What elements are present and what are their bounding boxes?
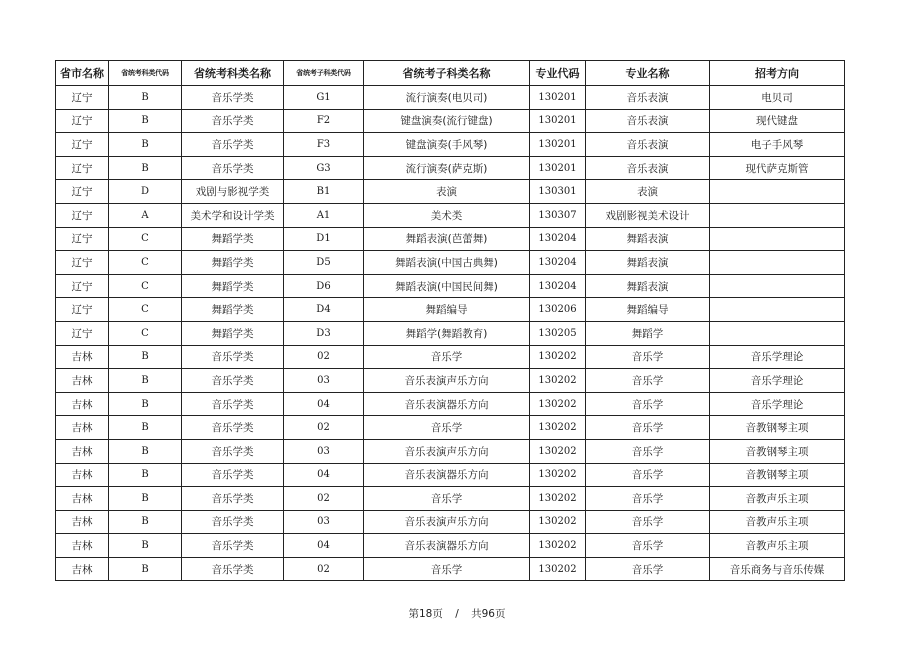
table-row — [56, 180, 845, 204]
page-total: 共96页 — [471, 608, 506, 620]
table-row — [56, 298, 845, 322]
table-body — [56, 86, 845, 581]
table-row — [56, 392, 845, 416]
cell-category-code: B — [109, 463, 182, 487]
cell-subcategory-name: 键盘演奏(手风琴) — [364, 133, 530, 157]
cell-major-name: 音乐学 — [586, 345, 710, 369]
table-row — [56, 510, 845, 534]
cell-direction: 音教钢琴主项 — [710, 416, 845, 440]
cell-major-code: 130202 — [530, 345, 586, 369]
page-separator: / — [455, 608, 459, 620]
table-row — [56, 416, 845, 440]
cell-category-name: 音乐学类 — [182, 86, 284, 110]
cell-category-code: B — [109, 133, 182, 157]
cell-major-code: 130204 — [530, 227, 586, 251]
cell-major-code: 130201 — [530, 156, 586, 180]
cell-major-name: 音乐学 — [586, 534, 710, 558]
header-subcategory-name: 省统考子科类名称 — [364, 61, 530, 86]
cell-major-code: 130202 — [530, 439, 586, 463]
cell-subcategory-name: 舞蹈学(舞蹈教育) — [364, 321, 530, 345]
cell-province: 吉林 — [56, 487, 109, 511]
cell-subcategory-code: B1 — [284, 180, 364, 204]
table-row — [56, 227, 845, 251]
cell-category-name: 音乐学类 — [182, 534, 284, 558]
cell-subcategory-code: D3 — [284, 321, 364, 345]
cell-province: 辽宁 — [56, 86, 109, 110]
cell-province: 吉林 — [56, 416, 109, 440]
table-row — [56, 463, 845, 487]
cell-category-name: 音乐学类 — [182, 345, 284, 369]
cell-direction: 音教声乐主项 — [710, 534, 845, 558]
cell-province: 辽宁 — [56, 156, 109, 180]
cell-direction: 音乐学理论 — [710, 369, 845, 393]
table-row — [56, 534, 845, 558]
cell-major-name: 音乐表演 — [586, 86, 710, 110]
cell-major-name: 音乐学 — [586, 369, 710, 393]
cell-category-code: C — [109, 321, 182, 345]
cell-major-name: 戏剧影视美术设计 — [586, 203, 710, 227]
cell-major-name: 音乐学 — [586, 439, 710, 463]
cell-category-name: 舞蹈学类 — [182, 251, 284, 275]
cell-direction — [710, 251, 845, 275]
cell-subcategory-code: 03 — [284, 510, 364, 534]
table-row — [56, 109, 845, 133]
table-row — [56, 321, 845, 345]
cell-major-name: 音乐学 — [586, 463, 710, 487]
cell-subcategory-code: G1 — [284, 86, 364, 110]
cell-major-name: 音乐学 — [586, 416, 710, 440]
cell-category-name: 舞蹈学类 — [182, 227, 284, 251]
cell-province: 吉林 — [56, 345, 109, 369]
header-category-name: 省统考科类名称 — [182, 61, 284, 86]
cell-subcategory-name: 舞蹈表演(中国古典舞) — [364, 251, 530, 275]
page-current: 第18页 — [408, 608, 443, 620]
cell-subcategory-code: F2 — [284, 109, 364, 133]
cell-direction — [710, 227, 845, 251]
cell-subcategory-code: 02 — [284, 487, 364, 511]
cell-subcategory-code: 02 — [284, 345, 364, 369]
cell-subcategory-code: A1 — [284, 203, 364, 227]
cell-category-name: 舞蹈学类 — [182, 321, 284, 345]
cell-subcategory-name: 流行演奏(电贝司) — [364, 86, 530, 110]
cell-category-name: 音乐学类 — [182, 557, 284, 581]
cell-subcategory-code: 04 — [284, 463, 364, 487]
cell-major-code: 130201 — [530, 86, 586, 110]
table-row — [56, 133, 845, 157]
cell-category-name: 美术学和设计学类 — [182, 203, 284, 227]
cell-subcategory-name: 美术类 — [364, 203, 530, 227]
cell-major-code: 130202 — [530, 392, 586, 416]
cell-major-code: 130206 — [530, 298, 586, 322]
cell-category-code: C — [109, 274, 182, 298]
cell-category-code: B — [109, 86, 182, 110]
cell-subcategory-code: D4 — [284, 298, 364, 322]
cell-direction: 音教声乐主项 — [710, 510, 845, 534]
cell-category-name: 音乐学类 — [182, 510, 284, 534]
cell-direction: 音教钢琴主项 — [710, 463, 845, 487]
cell-direction: 电子手风琴 — [710, 133, 845, 157]
cell-subcategory-name: 音乐表演器乐方向 — [364, 463, 530, 487]
cell-province: 吉林 — [56, 392, 109, 416]
header-province: 省市名称 — [56, 61, 109, 86]
cell-subcategory-name: 表演 — [364, 180, 530, 204]
cell-major-code: 130205 — [530, 321, 586, 345]
cell-category-code: C — [109, 227, 182, 251]
cell-major-name: 舞蹈编导 — [586, 298, 710, 322]
cell-subcategory-code: 02 — [284, 416, 364, 440]
cell-direction: 音教声乐主项 — [710, 487, 845, 511]
table-row — [56, 487, 845, 511]
cell-subcategory-name: 音乐学 — [364, 345, 530, 369]
cell-major-code: 130202 — [530, 557, 586, 581]
cell-subcategory-name: 流行演奏(萨克斯) — [364, 156, 530, 180]
cell-subcategory-name: 音乐学 — [364, 557, 530, 581]
cell-province: 吉林 — [56, 439, 109, 463]
cell-category-name: 音乐学类 — [182, 439, 284, 463]
cell-major-name: 音乐学 — [586, 392, 710, 416]
cell-category-name: 音乐学类 — [182, 156, 284, 180]
cell-direction: 音乐商务与音乐传媒 — [710, 557, 845, 581]
cell-major-code: 130202 — [530, 534, 586, 558]
table-row — [56, 439, 845, 463]
cell-subcategory-name: 舞蹈编导 — [364, 298, 530, 322]
cell-category-code: B — [109, 534, 182, 558]
cell-major-code: 130204 — [530, 251, 586, 275]
cell-category-name: 戏剧与影视学类 — [182, 180, 284, 204]
admissions-table — [55, 60, 845, 581]
cell-major-code: 130202 — [530, 463, 586, 487]
table-row — [56, 156, 845, 180]
cell-subcategory-name: 音乐学 — [364, 416, 530, 440]
cell-province: 辽宁 — [56, 298, 109, 322]
cell-major-name: 音乐表演 — [586, 109, 710, 133]
cell-direction: 现代键盘 — [710, 109, 845, 133]
cell-major-code: 130202 — [530, 510, 586, 534]
table-row — [56, 345, 845, 369]
cell-major-name: 舞蹈表演 — [586, 227, 710, 251]
table-row — [56, 251, 845, 275]
header-direction: 招考方向 — [710, 61, 845, 86]
cell-category-code: D — [109, 180, 182, 204]
cell-category-code: B — [109, 109, 182, 133]
cell-subcategory-code: D6 — [284, 274, 364, 298]
cell-subcategory-code: 04 — [284, 392, 364, 416]
cell-category-name: 音乐学类 — [182, 416, 284, 440]
cell-major-name: 音乐学 — [586, 557, 710, 581]
cell-major-name: 表演 — [586, 180, 710, 204]
cell-category-code: B — [109, 510, 182, 534]
cell-direction — [710, 298, 845, 322]
header-major-name: 专业名称 — [586, 61, 710, 86]
cell-subcategory-name: 音乐表演声乐方向 — [364, 510, 530, 534]
cell-category-code: B — [109, 392, 182, 416]
cell-province: 吉林 — [56, 510, 109, 534]
cell-subcategory-name: 音乐学 — [364, 487, 530, 511]
cell-major-code: 130202 — [530, 487, 586, 511]
cell-category-code: B — [109, 557, 182, 581]
cell-major-code: 130204 — [530, 274, 586, 298]
cell-category-code: C — [109, 251, 182, 275]
cell-major-code: 130307 — [530, 203, 586, 227]
header-category-code: 省统考科类代码 — [109, 61, 182, 86]
cell-major-name: 音乐学 — [586, 487, 710, 511]
table-row — [56, 369, 845, 393]
cell-category-name: 音乐学类 — [182, 392, 284, 416]
cell-province: 吉林 — [56, 557, 109, 581]
cell-major-name: 音乐表演 — [586, 133, 710, 157]
cell-province: 辽宁 — [56, 274, 109, 298]
table-row — [56, 86, 845, 110]
cell-subcategory-name: 音乐表演声乐方向 — [364, 369, 530, 393]
cell-subcategory-code: D5 — [284, 251, 364, 275]
cell-province: 辽宁 — [56, 203, 109, 227]
cell-subcategory-code: G3 — [284, 156, 364, 180]
cell-category-name: 音乐学类 — [182, 369, 284, 393]
cell-subcategory-code: 02 — [284, 557, 364, 581]
cell-subcategory-code: D1 — [284, 227, 364, 251]
cell-direction — [710, 321, 845, 345]
cell-subcategory-name: 舞蹈表演(中国民间舞) — [364, 274, 530, 298]
cell-major-code: 130202 — [530, 416, 586, 440]
header-subcategory-code: 省统考子科类代码 — [284, 61, 364, 86]
table-row — [56, 274, 845, 298]
cell-province: 吉林 — [56, 463, 109, 487]
cell-category-code: C — [109, 298, 182, 322]
cell-major-name: 音乐学 — [586, 510, 710, 534]
cell-direction: 音乐学理论 — [710, 392, 845, 416]
cell-direction: 电贝司 — [710, 86, 845, 110]
cell-category-code: A — [109, 203, 182, 227]
cell-subcategory-code: 04 — [284, 534, 364, 558]
cell-subcategory-name: 音乐表演声乐方向 — [364, 439, 530, 463]
cell-province: 辽宁 — [56, 133, 109, 157]
cell-category-code: B — [109, 439, 182, 463]
cell-province: 辽宁 — [56, 227, 109, 251]
table-header-row — [56, 61, 845, 86]
cell-subcategory-name: 舞蹈表演(芭蕾舞) — [364, 227, 530, 251]
cell-subcategory-name: 音乐表演器乐方向 — [364, 534, 530, 558]
cell-province: 吉林 — [56, 534, 109, 558]
header-major-code: 专业代码 — [530, 61, 586, 86]
cell-province: 辽宁 — [56, 180, 109, 204]
cell-category-name: 音乐学类 — [182, 109, 284, 133]
cell-major-name: 舞蹈表演 — [586, 274, 710, 298]
cell-category-code: B — [109, 156, 182, 180]
cell-category-name: 舞蹈学类 — [182, 274, 284, 298]
cell-subcategory-code: 03 — [284, 369, 364, 393]
cell-major-name: 音乐表演 — [586, 156, 710, 180]
cell-province: 吉林 — [56, 369, 109, 393]
table-row — [56, 203, 845, 227]
cell-subcategory-code: 03 — [284, 439, 364, 463]
cell-major-name: 舞蹈表演 — [586, 251, 710, 275]
cell-category-name: 音乐学类 — [182, 463, 284, 487]
cell-direction: 音乐学理论 — [710, 345, 845, 369]
cell-category-code: B — [109, 345, 182, 369]
table-row — [56, 557, 845, 581]
cell-category-name: 音乐学类 — [182, 487, 284, 511]
page-footer — [0, 606, 914, 621]
cell-province: 辽宁 — [56, 109, 109, 133]
cell-category-code: B — [109, 487, 182, 511]
cell-category-code: B — [109, 416, 182, 440]
cell-category-name: 音乐学类 — [182, 133, 284, 157]
cell-major-code: 130301 — [530, 180, 586, 204]
cell-subcategory-code: F3 — [284, 133, 364, 157]
cell-province: 辽宁 — [56, 321, 109, 345]
cell-major-code: 130202 — [530, 369, 586, 393]
cell-category-name: 舞蹈学类 — [182, 298, 284, 322]
cell-category-code: B — [109, 369, 182, 393]
document-table-container — [55, 60, 844, 581]
cell-direction: 现代萨克斯管 — [710, 156, 845, 180]
cell-direction — [710, 203, 845, 227]
cell-direction — [710, 274, 845, 298]
cell-direction: 音教钢琴主项 — [710, 439, 845, 463]
cell-major-code: 130201 — [530, 109, 586, 133]
cell-province: 辽宁 — [56, 251, 109, 275]
cell-direction — [710, 180, 845, 204]
cell-major-name: 舞蹈学 — [586, 321, 710, 345]
cell-subcategory-name: 键盘演奏(流行键盘) — [364, 109, 530, 133]
cell-major-code: 130201 — [530, 133, 586, 157]
cell-subcategory-name: 音乐表演器乐方向 — [364, 392, 530, 416]
